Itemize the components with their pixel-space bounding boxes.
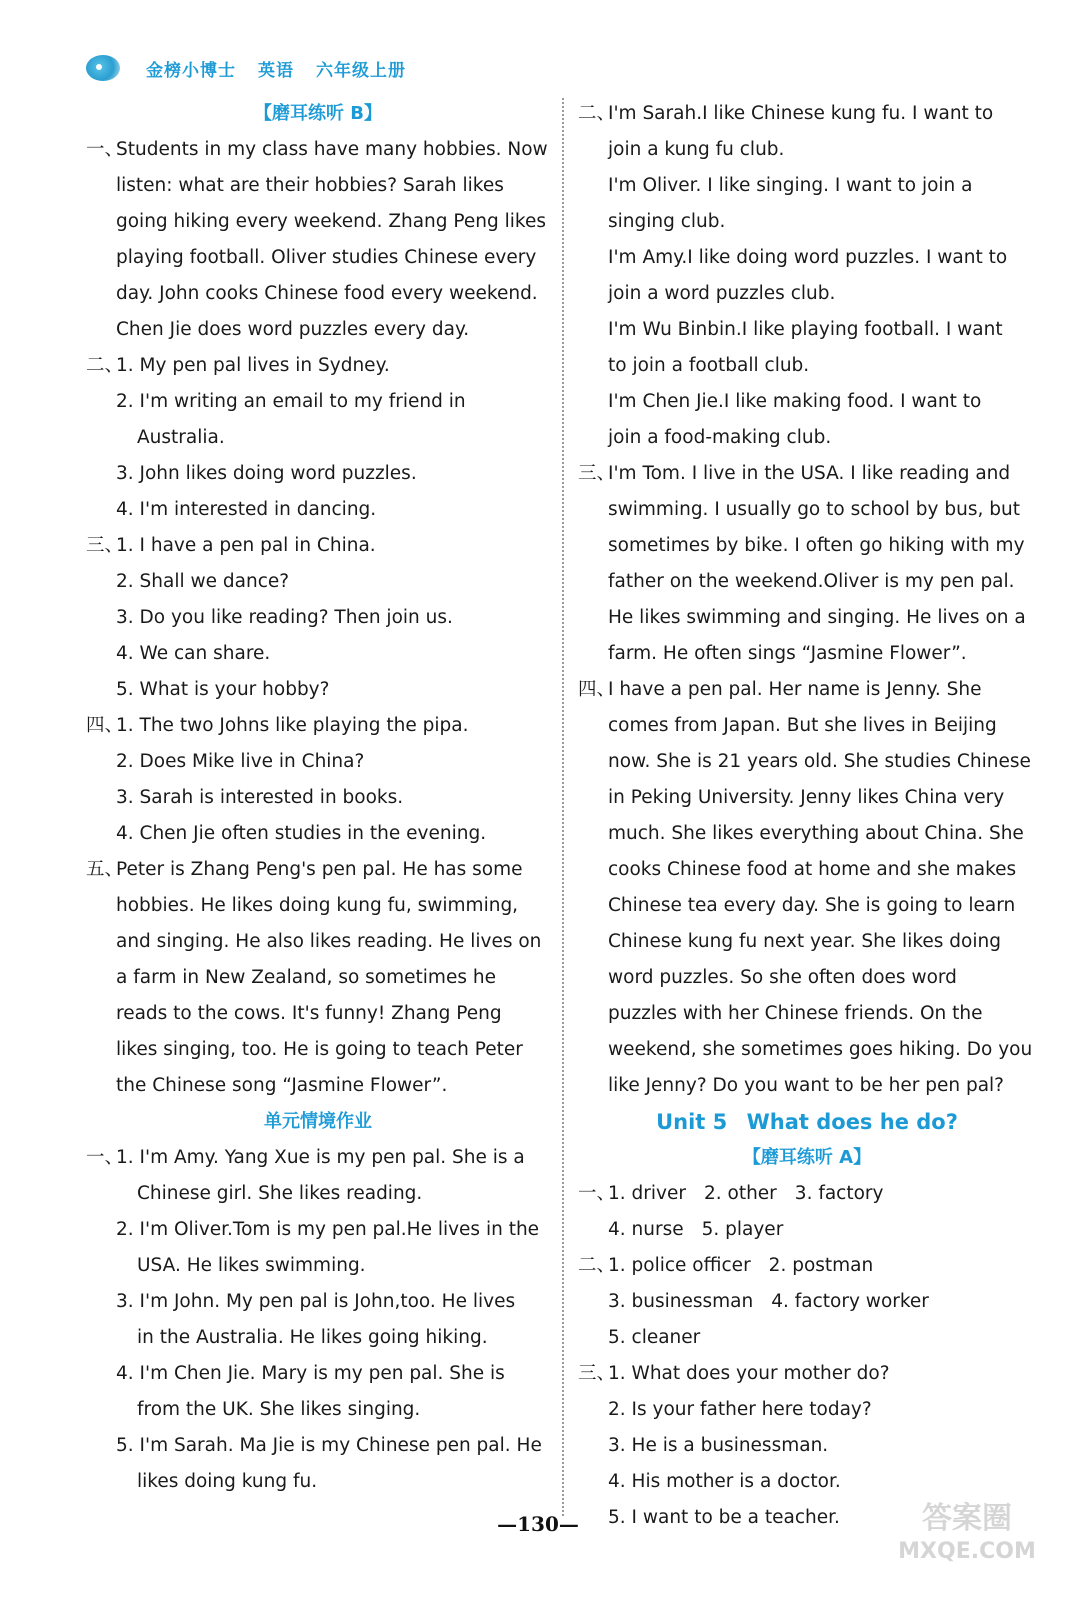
text-line: playing football. Oliver studies Chinese every: [116, 247, 537, 268]
text-line: I'm Amy.I like doing word puzzles. I want to: [608, 247, 1008, 268]
text-line: I'm Chen Jie.I like making food. I want to: [608, 391, 982, 412]
page-header: [86, 52, 428, 84]
left-column: [86, 96, 550, 1500]
answer-block-2: [86, 348, 550, 528]
text-line: much. She likes everything about China. She: [608, 823, 1024, 844]
list-item: 3. He is a businessman.: [608, 1435, 829, 1456]
list-item: 4. nurse: [608, 1219, 684, 1240]
question-mark: 三、: [578, 1363, 616, 1384]
answer-block-a2: [578, 1248, 1036, 1356]
page-number: —130—: [497, 1512, 579, 1536]
answer-block-r4: [578, 672, 1036, 1104]
list-item: 3. factory: [794, 1183, 884, 1204]
list-item: 1. What does your mother do?: [608, 1363, 890, 1384]
text-line: join a word puzzles club.: [608, 283, 836, 304]
subject-title: 英语: [258, 60, 294, 81]
list-item: 4. factory worker: [771, 1291, 929, 1312]
list-item: 2. Shall we dance?: [116, 571, 290, 592]
section-title-b: 【磨耳练听 B】: [254, 103, 382, 124]
watermark-logo-icon: [882, 1494, 1052, 1564]
list-item: 3. businessman: [608, 1291, 754, 1312]
text-line: I have a pen pal. Her name is Jenny. She: [608, 679, 982, 700]
text-line: hobbies. He likes doing kung fu, swimming,: [116, 895, 519, 916]
list-item: 5. player: [701, 1219, 784, 1240]
list-item: 5. I want to be a teacher.: [608, 1507, 840, 1528]
watermark-line2: MXQE.COM: [898, 1539, 1036, 1564]
text-line: like Jenny? Do you want to be her pen pal?: [608, 1075, 1004, 1096]
list-item: 4. I'm Chen Jie. Mary is my pen pal. She is: [116, 1363, 505, 1384]
list-item: 2. I'm Oliver.Tom is my pen pal.He lives in the: [116, 1219, 540, 1240]
text-line: I'm Sarah.I like Chinese kung fu. I want to: [608, 103, 994, 124]
text-line: reads to the cows. It's funny! Zhang Peng: [116, 1003, 502, 1024]
grade-title: 六年级上册: [316, 60, 406, 81]
list-item: 2. postman: [768, 1255, 874, 1276]
text-line: Chinese tea every day. She is going to learn: [608, 895, 1016, 916]
text-line: day. John cooks Chinese food every weekend.: [116, 283, 538, 304]
question-mark: 五、: [86, 859, 124, 880]
list-item: 5. I'm Sarah. Ma Jie is my Chinese pen pal. He: [116, 1435, 542, 1456]
text-line: sometimes by bike. I often go hiking with my: [608, 535, 1025, 556]
text-line: swimming. I usually go to school by bus, but: [608, 499, 1020, 520]
list-item: USA. He likes swimming.: [137, 1255, 366, 1276]
text-line: I'm Oliver. I like singing. I want to join a: [608, 175, 973, 196]
list-item: 1. driver: [608, 1183, 686, 1204]
list-item: Australia.: [137, 427, 225, 448]
question-mark: 二、: [578, 103, 616, 124]
list-item: 3. I'm John. My pen pal is John,too. He lives: [116, 1291, 516, 1312]
question-mark: 一、: [86, 1147, 124, 1168]
list-item: 3. John likes doing word puzzles.: [116, 463, 417, 484]
text-line: a farm in New Zealand, so sometimes he: [116, 967, 496, 988]
unit-homework-title: 单元情境作业: [264, 1111, 372, 1132]
list-item: 1. The two Johns like playing the pipa.: [116, 715, 469, 736]
list-item: from the UK. She likes singing.: [137, 1399, 421, 1420]
question-mark: 三、: [578, 463, 616, 484]
answer-block-r3: [578, 456, 1036, 672]
list-item: 1. police officer: [608, 1255, 751, 1276]
text-line: I'm Wu Binbin.I like playing football. I want: [608, 319, 1003, 340]
text-line: the Chinese song “Jasmine Flower”.: [116, 1075, 448, 1096]
list-item: 3. Do you like reading? Then join us.: [116, 607, 453, 628]
text-line: in Peking University. Jenny likes China very: [608, 787, 1005, 808]
text-line: He likes swimming and singing. He lives on a: [608, 607, 1026, 628]
list-item: 1. My pen pal lives in Sydney.: [116, 355, 390, 376]
answer-block-6: [86, 1140, 550, 1500]
text-line: and singing. He also likes reading. He lives on: [116, 931, 542, 952]
answer-block-1: [86, 132, 550, 348]
text-line: singing club.: [608, 211, 726, 232]
list-item: 4. His mother is a doctor.: [608, 1471, 841, 1492]
answer-block-r2: [578, 96, 1036, 456]
question-mark: 一、: [578, 1183, 616, 1204]
section-title-a: 【磨耳练听 A】: [742, 1147, 872, 1168]
right-column: [578, 96, 1036, 1536]
owl-logo-icon: [86, 55, 120, 81]
text-line: weekend, she sometimes goes hiking. Do you: [608, 1039, 1033, 1060]
watermark-line1: 答案圈: [922, 1501, 1012, 1536]
list-item: 5. cleaner: [608, 1327, 701, 1348]
list-item: 1. I'm Amy. Yang Xue is my pen pal. She is a: [116, 1147, 525, 1168]
text-line: I'm Tom. I live in the USA. I like reading and: [608, 463, 1011, 484]
text-line: join a kung fu club.: [608, 139, 785, 160]
answer-block-5: [86, 852, 550, 1104]
column-divider: [562, 98, 564, 1516]
text-line: farm. He often sings “Jasmine Flower”.: [608, 643, 967, 664]
unit-number: Unit 5: [656, 1110, 728, 1134]
list-item: 2. I'm writing an email to my friend in: [116, 391, 466, 412]
text-line: going hiking every weekend. Zhang Peng likes: [116, 211, 546, 232]
series-title: 金榜小博士: [146, 60, 236, 81]
text-line: listen: what are their hobbies? Sarah likes: [116, 175, 504, 196]
list-item: 4. We can share.: [116, 643, 271, 664]
list-item: Chinese girl. She likes reading.: [137, 1183, 423, 1204]
text-line: comes from Japan. But she lives in Beijing: [608, 715, 997, 736]
list-item: 2. other: [703, 1183, 777, 1204]
question-mark: 四、: [86, 715, 124, 736]
text-line: join a food-making club.: [608, 427, 832, 448]
text-line: likes singing, too. He is going to teach Peter: [116, 1039, 523, 1060]
question-mark: 四、: [578, 679, 616, 700]
text-line: cooks Chinese food at home and she makes: [608, 859, 1017, 880]
text-line: Students in my class have many hobbies. Now: [116, 139, 548, 160]
text-line: Peter is Zhang Peng's pen pal. He has some: [116, 859, 523, 880]
answer-block-a1: [578, 1176, 1036, 1248]
unit-title: [578, 1104, 1036, 1140]
question-mark: 一、: [86, 139, 124, 160]
list-item: 4. Chen Jie often studies in the evening.: [116, 823, 487, 844]
list-item: 2. Does Mike live in China?: [116, 751, 365, 772]
list-item: 5. What is your hobby?: [116, 679, 330, 700]
unit-name: What does he do?: [746, 1110, 958, 1134]
answer-block-3: [86, 528, 550, 708]
question-mark: 三、: [86, 535, 124, 556]
answer-block-4: [86, 708, 550, 852]
list-item: likes doing kung fu.: [137, 1471, 318, 1492]
question-mark: 二、: [86, 355, 124, 376]
list-item: 3. Sarah is interested in books.: [116, 787, 404, 808]
text-line: to join a football club.: [608, 355, 810, 376]
text-line: puzzles with her Chinese friends. On the: [608, 1003, 983, 1024]
list-item: 2. Is your father here today?: [608, 1399, 872, 1420]
list-item: in the Australia. He likes going hiking.: [137, 1327, 488, 1348]
list-item: 1. I have a pen pal in China.: [116, 535, 376, 556]
text-line: Chen Jie does word puzzles every day.: [116, 319, 470, 340]
text-line: now. She is 21 years old. She studies Chinese: [608, 751, 1031, 772]
text-line: word puzzles. So she often does word: [608, 967, 957, 988]
question-mark: 二、: [578, 1255, 616, 1276]
text-line: Chinese kung fu next year. She likes doing: [608, 931, 1001, 952]
text-line: father on the weekend.Oliver is my pen pal.: [608, 571, 1015, 592]
list-item: 4. I'm interested in dancing.: [116, 499, 377, 520]
